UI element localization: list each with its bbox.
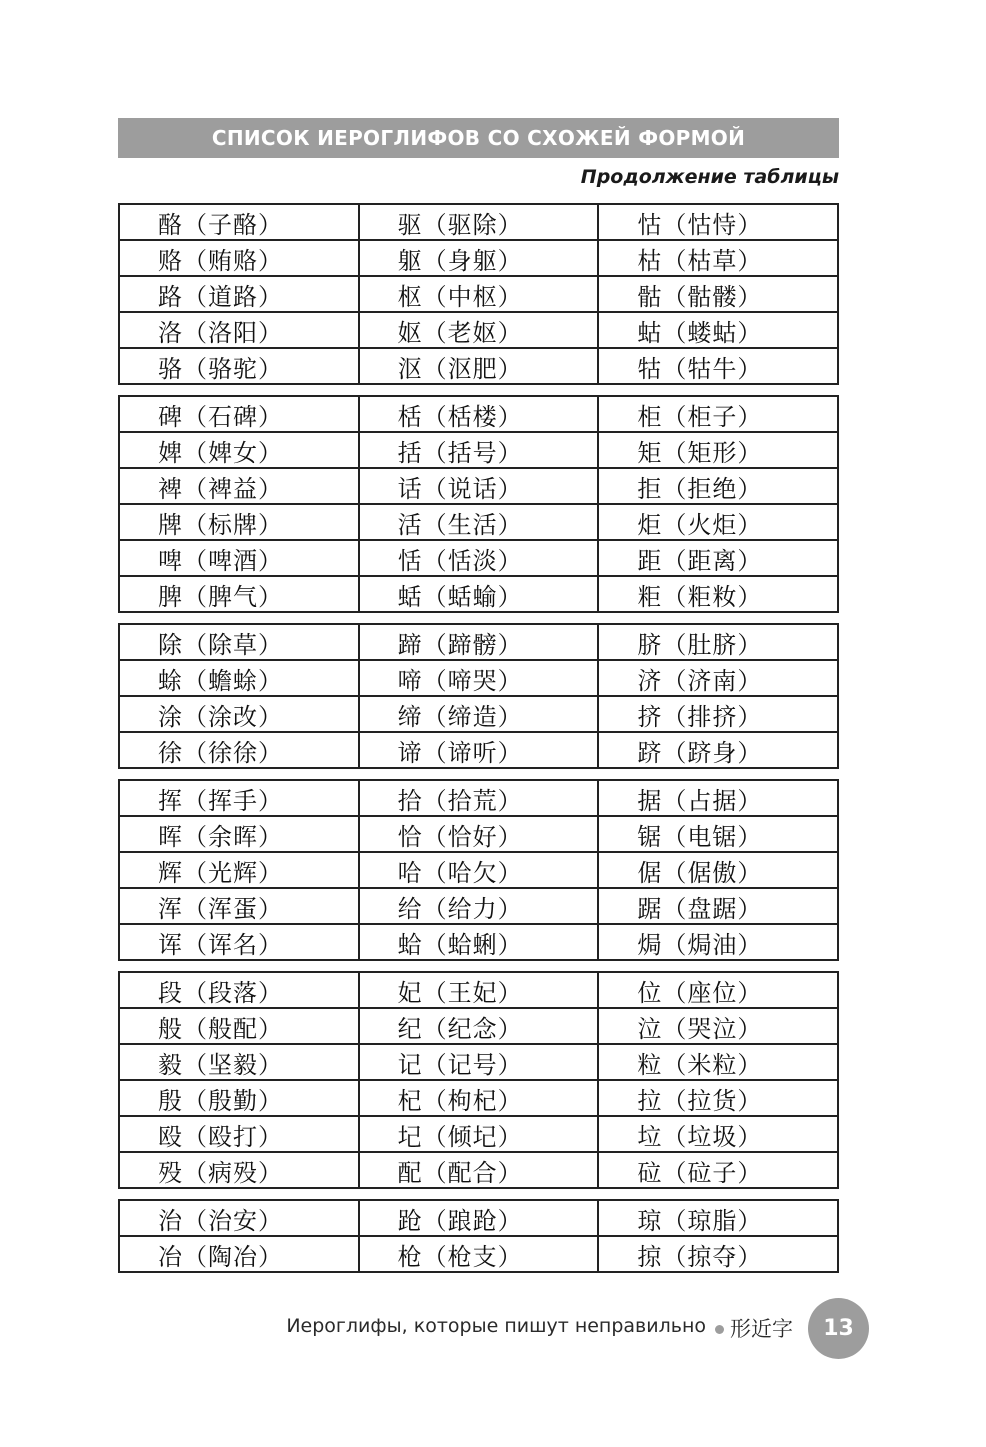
table-row — [120, 469, 837, 505]
table-cell: 殷（殷勤） — [120, 1081, 360, 1115]
table-cell: 段（段落） — [120, 973, 360, 1007]
table-group — [118, 779, 839, 961]
table-cell: 脐（肚脐） — [637, 630, 763, 659]
table-cell: 倨（倨傲） — [637, 858, 763, 887]
table-cell: 矩（矩形） — [637, 438, 763, 467]
table-cell: 拉（拉货） — [637, 1086, 763, 1115]
table-cell: 蜍（蟾蜍） — [120, 661, 360, 695]
table-row — [120, 577, 837, 611]
footer-bullet-icon — [715, 1325, 724, 1334]
table-cell: 拾（拾荒） — [360, 781, 600, 815]
table-cell: 涂（涂改） — [120, 697, 360, 731]
table-group — [118, 971, 839, 1189]
table-row — [120, 241, 837, 277]
table-cell: 啤（啤酒） — [120, 541, 360, 575]
table-row — [120, 277, 837, 313]
table-row — [120, 397, 837, 433]
table-group — [118, 1199, 839, 1273]
table-cell: 栝（栝楼） — [360, 397, 600, 431]
table-row — [120, 1201, 837, 1237]
table-cell: 酪（子酪） — [120, 205, 360, 239]
table-group — [118, 395, 839, 613]
character-table — [118, 203, 839, 1283]
table-row — [120, 733, 837, 767]
table-row — [120, 973, 837, 1009]
table-cell: 驱（驱除） — [360, 205, 600, 239]
table-cell: 踞（盘踞） — [637, 894, 763, 923]
table-row — [120, 1081, 837, 1117]
table-cell: 柜（柜子） — [637, 402, 763, 431]
table-cell: 谛（谛听） — [360, 733, 600, 767]
table-row — [120, 625, 837, 661]
table-cell: 除（除草） — [120, 625, 360, 659]
table-cell: 给（给力） — [360, 889, 600, 923]
table-cell: 骷（骷髅） — [637, 282, 763, 311]
table-cell: 泣（哭泣） — [637, 1014, 763, 1043]
table-row — [120, 1153, 837, 1187]
footer-hanzi: 形近字 — [730, 1317, 793, 1341]
table-cell: 蛄（蝼蛄） — [637, 318, 763, 347]
table-row — [120, 349, 837, 383]
table-cell: 毅（坚毅） — [120, 1045, 360, 1079]
table-cell: 脾（脾气） — [120, 577, 360, 611]
table-group — [118, 203, 839, 385]
table-row — [120, 541, 837, 577]
table-cell: 治（治安） — [120, 1201, 360, 1235]
table-cell: 怙（怙恃） — [637, 210, 763, 239]
table-cell: 粒（米粒） — [637, 1050, 763, 1079]
table-cell: 碑（石碑） — [120, 397, 360, 431]
page-number: 13 — [823, 1316, 854, 1341]
table-row — [120, 505, 837, 541]
table-cell: 诨（诨名） — [120, 925, 360, 959]
table-group — [118, 623, 839, 769]
table-cell: 跄（踉跄） — [360, 1201, 600, 1235]
table-row — [120, 661, 837, 697]
table-cell: 活（生活） — [360, 505, 600, 539]
table-cell: 牌（标牌） — [120, 505, 360, 539]
table-row — [120, 889, 837, 925]
table-cell: 跻（跻身） — [637, 738, 763, 767]
table-row — [120, 781, 837, 817]
table-row — [120, 853, 837, 889]
table-cell: 话（说话） — [360, 469, 600, 503]
table-row — [120, 1237, 837, 1271]
table-cell: 妪（老妪） — [360, 313, 600, 347]
table-cell: 冶（陶冶） — [120, 1237, 360, 1271]
table-cell: 殁（病殁） — [120, 1153, 360, 1187]
table-row — [120, 1009, 837, 1045]
table-cell: 圮（倾圮） — [360, 1117, 600, 1151]
table-cell: 挤（排挤） — [637, 702, 763, 731]
table-cell: 位（座位） — [637, 978, 763, 1007]
table-cell: 粔（粔籹） — [637, 582, 763, 611]
table-cell: 炬（火炬） — [637, 510, 763, 539]
footer-book-title: Иероглифы, которые пишут неправильно — [286, 1315, 706, 1337]
table-cell: 枯（枯草） — [637, 246, 763, 275]
table-cell: 杞（枸杞） — [360, 1081, 600, 1115]
table-cell: 垃（垃圾） — [637, 1122, 763, 1151]
table-cell: 啼（啼哭） — [360, 661, 600, 695]
section-header — [118, 118, 839, 158]
table-cell: 洛（洛阳） — [120, 313, 360, 347]
table-cell: 焗（焗油） — [637, 930, 763, 959]
table-cell: 砬（砬子） — [637, 1158, 763, 1187]
table-cell: 掠（掠夺） — [637, 1242, 763, 1271]
table-row — [120, 313, 837, 349]
table-cell: 蛞（蛞蝓） — [360, 577, 600, 611]
table-cell: 般（般配） — [120, 1009, 360, 1043]
table-cell: 躯（身躯） — [360, 241, 600, 275]
table-row — [120, 1045, 837, 1081]
table-cell: 裨（裨益） — [120, 469, 360, 503]
table-cell: 徐（徐徐） — [120, 733, 360, 767]
table-row — [120, 433, 837, 469]
table-cell: 蛤（蛤蜊） — [360, 925, 600, 959]
table-cell: 琼（琼脂） — [637, 1206, 763, 1235]
table-cell: 辉（光辉） — [120, 853, 360, 887]
table-cell: 纪（纪念） — [360, 1009, 600, 1043]
table-cell: 哈（哈欠） — [360, 853, 600, 887]
page-number-badge — [808, 1298, 869, 1359]
table-cell: 恰（恰好） — [360, 817, 600, 851]
table-cell: 骆（骆驼） — [120, 349, 360, 383]
table-cell: 济（济南） — [637, 666, 763, 695]
table-cell: 晖（余晖） — [120, 817, 360, 851]
table-cell: 浑（浑蛋） — [120, 889, 360, 923]
table-cell: 拒（拒绝） — [637, 474, 763, 503]
table-cell: 婢（婢女） — [120, 433, 360, 467]
table-cell: 牯（牯牛） — [637, 354, 763, 383]
table-cell: 路（道路） — [120, 277, 360, 311]
table-row — [120, 205, 837, 241]
table-cell: 枢（中枢） — [360, 277, 600, 311]
table-cell: 蹄（蹄髈） — [360, 625, 600, 659]
table-cell: 锯（电锯） — [637, 822, 763, 851]
table-cell: 括（括号） — [360, 433, 600, 467]
table-cell: 据（占据） — [637, 786, 763, 815]
table-cell: 妃（王妃） — [360, 973, 600, 1007]
table-row — [120, 817, 837, 853]
continuation-label: Продолжение таблицы — [580, 166, 839, 188]
table-cell: 殴（殴打） — [120, 1117, 360, 1151]
table-row — [120, 1117, 837, 1153]
table-cell: 配（配合） — [360, 1153, 600, 1187]
table-row — [120, 697, 837, 733]
table-cell: 赂（贿赂） — [120, 241, 360, 275]
table-cell: 挥（挥手） — [120, 781, 360, 815]
table-cell: 缔（缔造） — [360, 697, 600, 731]
section-title: СПИСОК ИЕРОГЛИФОВ СО СХОЖЕЙ ФОРМОЙ — [211, 126, 746, 150]
table-cell: 沤（沤肥） — [360, 349, 600, 383]
table-row — [120, 925, 837, 959]
table-cell: 恬（恬淡） — [360, 541, 600, 575]
table-cell: 记（记号） — [360, 1045, 600, 1079]
table-cell: 枪（枪支） — [360, 1237, 600, 1271]
table-cell: 距（距离） — [637, 546, 763, 575]
